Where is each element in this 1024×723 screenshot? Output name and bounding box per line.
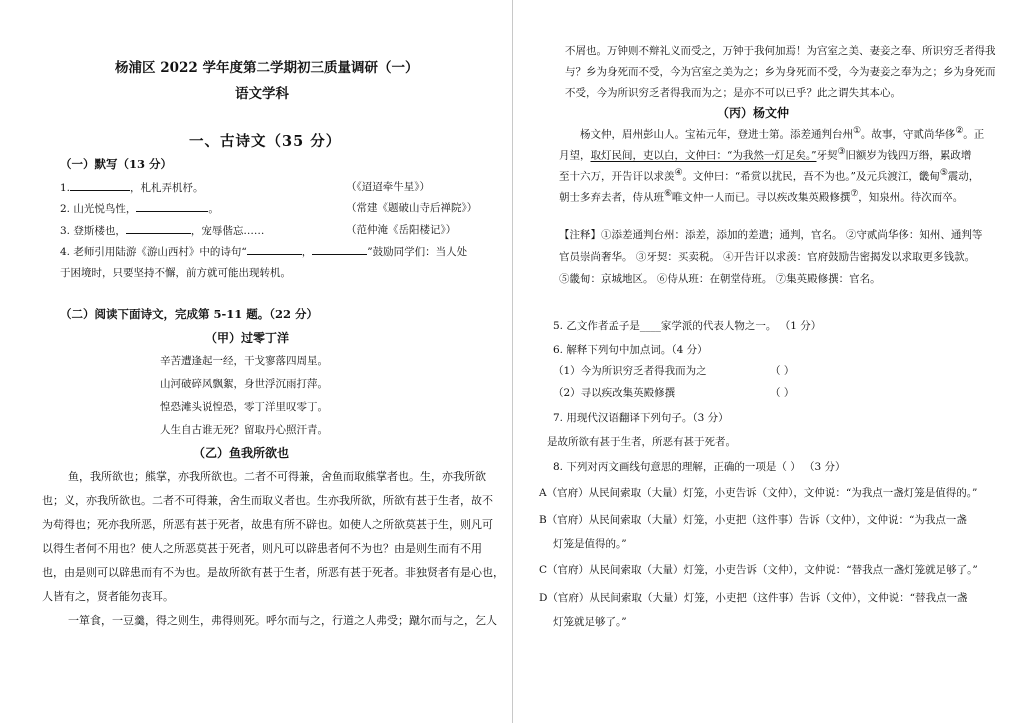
question-6-2: （2）寻以疾改集英殿修撰 (553, 387, 676, 399)
question-3-source: （范仲淹《岳阳楼记》） (346, 224, 457, 236)
prose-line: 也；义，亦我所欲也。二者不可得兼，舍生而取义者也。生亦我所欲，所欲有甚于生者，故不 (42, 494, 493, 507)
reading-heading: （二）阅读下面诗文，完成第 5-11 题。（22 分） (60, 307, 319, 321)
answer-blank[interactable] (126, 222, 191, 234)
answer-blank[interactable] (247, 243, 302, 255)
question-5: 5. 乙文作者孟子是____家学派的代表人物之一。 （1 分） (553, 320, 822, 332)
poem-title: （甲）过零丁洋 (205, 331, 290, 345)
notes-line: 官员崇尚奢华。 ③牙契：买卖税。 ④开告讦以求羡：官府鼓励告密揭发以求取更多钱款。 (559, 251, 976, 263)
answer-paren[interactable]: （ ） (770, 387, 795, 399)
question-2: 2. 山光悦鸟性， 。 (60, 200, 219, 216)
question-7: 7. 用现代汉语翻译下列句子。（3 分） (553, 412, 729, 424)
prose-line: 也，由是则可以辟患而有不为也。是故所欲有甚于生者，所恶有甚于死者。非独贤者有是心也， (42, 566, 504, 579)
prose-line: 为苟得也；死亦我所恶，所恶有甚于死者，故患有所不辟也。如使人之所欲莫甚于生，则凡可 (42, 518, 493, 531)
prose-title: （乙）鱼我所欲也 (193, 446, 290, 460)
question-6-1: （1）今为所识穷乏者得我而为之 (553, 365, 707, 377)
poem-line: 辛苦遭逢起一经，干戈寥落四周星。 (160, 355, 328, 367)
answer-blank[interactable] (312, 243, 367, 255)
notes-line: 【注释】①添差通判台州：添差，添加的差遣；通判，官名。 ②守贰尚华侈：知州、通判等 (559, 229, 983, 241)
question-6: 6. 解释下列句中加点词。（4 分） (553, 344, 708, 356)
prose-line: 一箪食，一豆羹，得之则生，弗得则死。呼尔而与之，行道之人弗受；蹴尔而与之，乞人 (68, 614, 497, 627)
prose-continued-line: 不屑也。万钟则不辩礼义而受之，万钟于我何加焉！为宫室之美、妻妾之奉、所识穷乏者得我 (565, 45, 996, 57)
option-b-line2: 灯笼是值得的。” (553, 538, 627, 550)
right-page (515, 0, 1024, 723)
prose-continued-line: 不受，今为所识穷乏者得我而为之；是亦不可以已乎？此之谓失其本心。 (565, 87, 901, 99)
bing-title: （丙）杨文仲 (717, 106, 790, 120)
option-b: B（官府）从民间索取（大量）灯笼，小吏把（这件事）告诉（文仲），文仲说：“为我点一盏 (539, 514, 967, 526)
bing-line-4: 朝士多弃去者，侍从班⑥唯文仲一人而已。寻以疾改集英殿修撰⑦，知泉州。待次而卒。 (559, 189, 964, 204)
bing-line-1: 杨文仲，眉州彭山人。宝祐元年，登进士第。添差通判台州①。故事，守贰尚华侈②。正 (580, 126, 985, 141)
bing-line-2: 月望，取灯民间，吏以白，文仲曰：“为我然一灯足矣。”牙契③旧额岁为钱四万缗，累政增 (559, 147, 972, 162)
option-d: D（官府）从民间索取（大量）灯笼，小吏把（这件事）告诉（文仲），文仲说：“替我点一盏 (539, 592, 968, 604)
poem-line: 惶恐滩头说惶恐，零丁洋里叹零丁。 (160, 401, 328, 413)
option-c: C（官府）从民间索取（大量）灯笼，小吏告诉（文仲），文仲说：“替我点一盏灯笼就足够了。” (539, 564, 978, 576)
question-4-line2: 于困境时，只要坚持不懈，前方就可能出现转机。 (60, 267, 291, 279)
option-d-line2: 灯笼就足够了。” (553, 616, 627, 628)
prose-line: 以得生者何不用也？使人之所恶莫甚于死者，则凡可以辟患者何不为也？由是则生而有不用 (42, 542, 482, 555)
option-a: A（官府）从民间索取（大量）灯笼，小吏告诉（文仲），文仲说：“为我点一盏灯笼是值得的。” (539, 487, 978, 499)
dictation-heading: （一）默写（13 分） (60, 157, 173, 171)
underlined-sentence: 取灯民间，吏以白，文仲曰：“为我然一灯足矣。” (590, 149, 817, 162)
answer-blank[interactable] (70, 179, 130, 191)
question-7-sentence: 是故所欲有甚于生者，所恶有甚于死者。 (547, 436, 736, 448)
question-2-source: （常建《题破山寺后禅院》） (346, 202, 478, 214)
question-8: 8. 下列对丙文画线句意思的理解，正确的一项是（ ） （3 分） (553, 461, 846, 473)
answer-blank[interactable] (136, 200, 208, 212)
question-4: 4. 老师引用陆游《游山西村》中的诗句“ ， ”鼓励同学们：当人处 (60, 243, 467, 259)
poem-line: 人生自古谁无死？留取丹心照汗青。 (160, 424, 328, 436)
prose-line: 鱼，我所欲也；熊掌，亦我所欲也。二者不可得兼，舍鱼而取熊掌者也。生，亦我所欲 (68, 470, 486, 483)
bing-line-3: 至十六万，开告讦以求羡④。文仲曰：“希赏以扰民，吾不为也。”及元兵渡江，畿甸⑤震动， (559, 168, 980, 183)
notes-line: ⑤畿甸：京城地区。 ⑥侍从班：在朝堂侍班。 ⑦集英殿修撰：官名。 (559, 273, 881, 285)
section-heading-classical: 一、古诗文（35 分） (189, 133, 342, 150)
poem-line: 山河破碎风飘絮，身世浮沉雨打萍。 (160, 378, 328, 390)
prose-line: 人皆有之，贤者能勿丧耳。 (42, 590, 174, 603)
answer-paren[interactable]: （ ） (770, 365, 795, 377)
subject-title: 语文学科 (235, 86, 289, 102)
question-1-source: （《迢迢牵牛星》） (346, 181, 430, 193)
prose-continued-line: 与？乡为身死而不受，今为宫室之美为之；乡为身死而不受，今为妻妾之奉为之；乡为身死而 (565, 66, 996, 78)
exam-title: 杨浦区 2022 学年度第二学期初三质量调研（一） (115, 60, 419, 76)
question-3: 3. 登斯楼也， ，宠辱偕忘…… (60, 222, 264, 238)
question-1: 1. ，札札弄机杼。 (60, 179, 204, 195)
page-divider (512, 0, 513, 723)
